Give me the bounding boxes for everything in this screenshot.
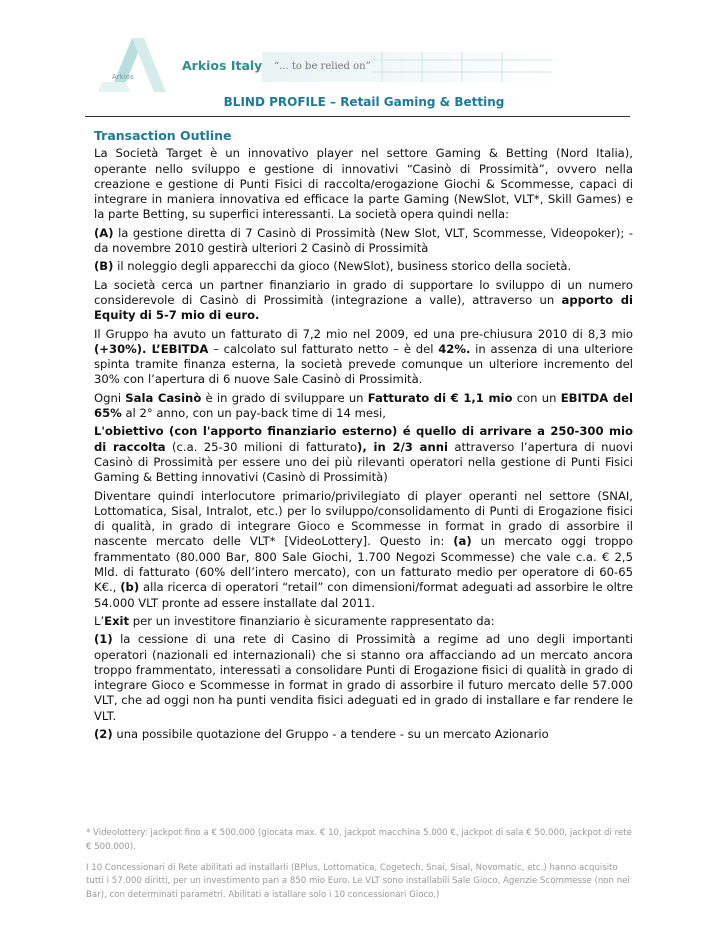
- logo-text: Arkios: [112, 73, 134, 81]
- paragraph-exit-2: (2) una possibile quotazione del Gruppo - a tendere - su un mercato Azionario: [94, 726, 549, 741]
- footnote-videolottery: * Videolottery: jackpot fino a € 500.000 (giocata max. € 10, jackpot macchina 5.000 €, jackpot di sala € 50.000, jackpot di rete € 500.000).: [86, 828, 632, 852]
- tagline: “... to be relied on”: [274, 61, 371, 72]
- paragraph-intro: La Società Target è un innovativo player nel settore Gaming & Betting (Nord Italia), operante nello sviluppo e gestione di innovativi “Casinò di Prossimità”, ovvero nella creazione e gestione di Punti Fisici di raccolta/erogazione Giochi & Scommesse, capaci di integrare in maniera innovativa ed efficace la parte Gaming (NewSlot, VLT*, Skill Games) e la parte Betting, su superfici interessanti. La società opera quindi nella:: [94, 146, 633, 222]
- paragraph-exit-1: (1) la cessione di una rete di Casino di Prossimità a regime ad uno degli importanti operatori (nazionali ed internazionali) che si stanno ora affacciando ad un mercato ancora troppo frammentato, interessati a consolidare Punti di Erogazione fisici di qualità in grado di integrare Gioco e Scommesse in format in grado di assorbire il futuro mercato delle 57.000 VLT, che ad oggi non ha punti vendita fisici adeguati ed in grado di installare e far rendere le VLT.: [94, 632, 633, 723]
- footnotes: [86, 827, 634, 910]
- document-title: BLIND PROFILE – Retail Gaming & Betting: [223, 95, 505, 109]
- paragraph-objective: L'obiettivo (con l'apporto finanziario esterno) é quello di arrivare a 250-300 mio di raccolta (c.a. 25-30 milioni di fatturato), in 2/3 anni attraverso l’apertura di nuovi Casinò di Prossimità per essere uno dei più rilevanti operatori nella gestione di Punti Fisici Gaming & Betting innovativi (Casinò di Prossimità): [94, 424, 633, 485]
- arkios-logo: [92, 36, 182, 94]
- brand-name: Arkios Italy: [182, 58, 263, 73]
- header-divider: [85, 116, 630, 117]
- paragraph-sala-casino: Ogni Sala Casinò è in grado di sviluppare un Fatturato di € 1,1 mio con un EBITDA del 65% al 2° anno, con un pay-back time di 14 mesi,: [94, 390, 634, 421]
- document-body: [94, 128, 633, 745]
- section-title: Transaction Outline: [94, 128, 232, 143]
- paragraph-b: (B) il noleggio degli apparecchi da gioco (NewSlot), business storico della società.: [94, 259, 572, 274]
- paragraph-revenue: Il Gruppo ha avuto un fatturato di 7,2 mio nel 2009, ed una pre-chiusura 2010 di 8,3 mio (+30%). L’EBITDA – calcolato sul fatturato netto – è del 42%. in assenza di una ulteriore spinta tramite finanza esterna, la società prevede comunque un ulteriore incremento del 30% con l’apertura di 6 nuove Sale Casinò di Prossimità.: [94, 326, 634, 387]
- paragraph-interlocutor: Diventare quindi interlocutore primario/privilegiato di player operanti nel settore (SNAI, Lottomatica, Sisal, Intralot, etc.) per lo sviluppo/consolidamento di Punti di Erogazione fisici di qualità, in grado di integrare Gioco e Scommesse in format in grado di assorbire il nascente mercato delle VLT* [VideoLottery]. Questo in: (a) un mercato oggi troppo frammentato (80.000 Bar, 800 Sale Giochi, 1.700 Negozi Scommesse) che vale c.a. € 2,5 Mld. di fatturato (60% dell’intero mercato), con un fatturato medio per operatore di 60-65 K€., (b) alla ricerca di operatori “retail” con dimensioni/format adeguati ad assorbire le oltre 54.000 VLT pronte ad essere installate dal 2011.: [94, 488, 633, 610]
- paragraph-a: (A) la gestione diretta di 7 Casinò di Prossimità (New Slot, VLT, Scommesse, Videopoker); - da novembre 2010 gestirà ulteriori 2 Casinò di Prossimità: [94, 225, 633, 256]
- paragraph-partner: La società cerca un partner finanziario in grado di supportare lo sviluppo di un numero considerevole di Casinò di Prossimità (integrazione a valle), attraverso un apporto di Equity di 5-7 mio di euro.: [94, 277, 634, 323]
- paragraph-exit: L’Exit per un investitore finanziario è sicuramente rappresentato da:: [94, 613, 495, 628]
- footnote-concessionari: I 10 Concessionari di Rete abilitati ad installarli (BPlus, Lottomatica, Cogetech, Snai, Sisal, Novomatic, etc.) hanno acquisito tutti i 57.000 diritti, per un investimento pari a 850 mio Euro. Le VLT sono installabili Sale Gioco, Agenzie Scommesse (non nei Bar), con determinati parametri. Abilitati a istallare solo i 10 concessionari Gioco.): [86, 862, 630, 901]
